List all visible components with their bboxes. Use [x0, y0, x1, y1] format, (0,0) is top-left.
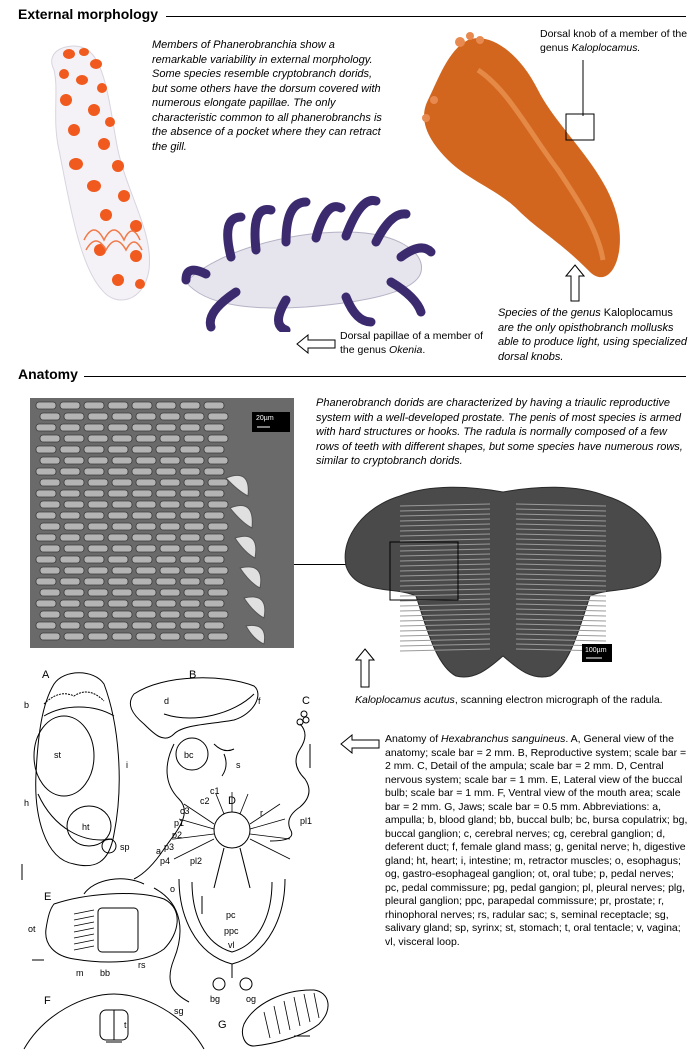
knob-pointer-line [578, 60, 588, 116]
radula-micrograph [340, 476, 666, 682]
fig-label-o: o [170, 884, 176, 894]
fig-label-bc: bc [184, 750, 194, 760]
fig-label-bg: bg [210, 994, 221, 1004]
section-title-external: External morphology [18, 6, 159, 22]
sem-radula-closeup [30, 398, 294, 648]
fig-label-p3: p3 [164, 842, 175, 852]
kaloplocamus-photo [408, 30, 668, 300]
okenia-photo [176, 182, 436, 332]
anatomy-intro-text: Phanerobranch dorids are characterized by having a triaulic reproductive system with a well-developed prostate. The penis of most species is armed with hard structures or hooks. The radula is normally composed of a few rows of teeth with different shapes, but some species have numerous rows, similar to cryptobranch dorids. [316, 397, 683, 467]
papillae-caption: Dorsal papillae of a member of the genus Okenia. [340, 330, 483, 356]
fig-label-f: f [258, 696, 261, 706]
fig-label-ht: ht [82, 822, 90, 832]
fig-label-t: t [124, 1020, 127, 1030]
radula-caption: Kaloplocamus acutus, scanning electron micrograph of the radula. [355, 694, 663, 706]
fig-label-B: B [189, 669, 197, 681]
fig-label-r: r [260, 808, 263, 818]
light-caption: Species of the genus Kaloplocamus are the only opisthobranch mollusks able to produce light, using specialized dorsal knobs. [498, 307, 687, 363]
fig-label-p1: p1 [174, 818, 185, 828]
fig-label-m: m [76, 968, 84, 978]
section-rule-anatomy [84, 376, 686, 377]
fig-label-A: A [42, 669, 50, 681]
fig-label-C: C [302, 695, 310, 707]
up-arrow-icon [565, 264, 585, 302]
anatomy-figure-caption: Anatomy of Hexabranchus sanguineus. A, General view of the anatomy; scale bar = 2 mm. B, Reproductive system; scale bar = 2 mm. C, Detail of the ampula; scale bar = 2 mm. D, Central nervous system; scale bar = 1 mm. E, Lateral view of the buccal bulb; scale bar = 1 mm. F, Ventral view of the mouth area; scale bar = 2 mm. G, Jaws; scale bar = 0.5 mm. Abbreviations: a, ampulla; b, blood gland; bb, buccal bulb; bc, bursa copulatrix; bg, buccal ganglion; c, cerebral nerves; cg, cerebral ganglion; d, deferent duct; f, female gland mass; g, genital nerve; h, digestive gland; ht, heart; i, intestine; m, retractor muscles; o, esophagus; og, gastro-esophageal ganglion; ot, oral tube; p, pedal nerves; pc, pedal commissure; pg, pedal gangion; pl, pleural nerves; plg, pleural ganglion; ppc, parapedal commissure; pr, prostate; r, rhinophoral nerves; rs, radular sac; s, seminal receptacle; sg, salivary gland; sp, syrinx; st, stomach; t, oral tentacle; v, vagina; vl, visceral loop. [385, 733, 688, 948]
fig-label-c1: c1 [210, 786, 220, 796]
sem-scale-label: 20µm [256, 415, 274, 422]
fig-label-p2: p2 [172, 830, 183, 840]
fig-label-G: G [218, 1019, 227, 1031]
fig-label-s: s [236, 760, 241, 770]
fig-label-c2: c2 [200, 796, 210, 806]
fig-label-sg: sg [174, 1006, 184, 1016]
fig-label-ppc: ppc [224, 926, 239, 936]
radula-scale-label: 100µm [585, 647, 607, 654]
anatomy-line-drawings [14, 664, 344, 1056]
fig-label-rs: rs [138, 960, 146, 970]
dorsal-knob-box [566, 114, 594, 140]
up-arrow-icon-2 [355, 648, 375, 688]
fig-label-F: F [44, 995, 51, 1007]
external-intro-text: Members of Phanerobranchia show a remarkable variability in external morphology. Some species resemble cryptobranch dorids, but some others have the dorsum covered with numerous elongate papillae. The only characteristic common to all phanerobranchs is the absence of a pocket where they can retract the gill. [152, 39, 382, 153]
fig-label-og: og [246, 994, 257, 1004]
section-rule-external [166, 16, 686, 17]
fig-label-pc: pc [226, 910, 236, 920]
fig-label-pl2: pl2 [190, 856, 203, 866]
knob-caption: Dorsal knob of a member of the genus Kaloplocamus. [540, 28, 688, 54]
fig-label-D: D [228, 795, 236, 807]
section-title-anatomy: Anatomy [18, 366, 78, 382]
left-arrow-icon [296, 334, 336, 354]
fig-label-ot: ot [28, 924, 36, 934]
fig-label-vl: vl [228, 940, 235, 950]
fig-label-p4: p4 [160, 856, 171, 866]
fig-label-pl1: pl1 [300, 816, 313, 826]
fig-label-E: E [44, 891, 52, 903]
fig-label-c3: c3 [180, 806, 190, 816]
left-arrow-icon-2 [340, 734, 380, 754]
fig-label-d: d [164, 696, 170, 706]
white-nudibranch-photo [24, 40, 164, 310]
fig-label-sp: sp [120, 842, 130, 852]
fig-label-bb: bb [100, 968, 111, 978]
fig-label-i: i [126, 760, 128, 770]
fig-label-h: h [24, 798, 30, 808]
fig-label-a: a [156, 846, 162, 856]
fig-label-st: st [54, 750, 62, 760]
fig-label-b: b [24, 700, 30, 710]
